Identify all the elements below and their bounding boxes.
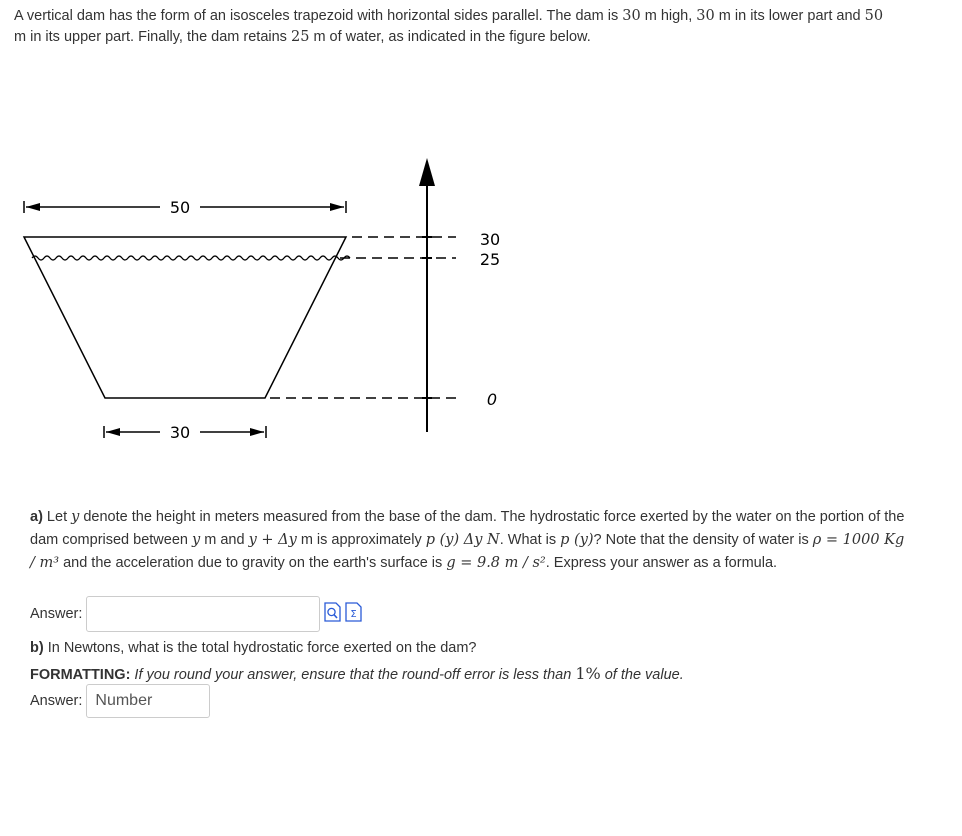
formatting-percent: 1%	[575, 664, 601, 683]
part-a-text: . What is	[499, 532, 561, 548]
answer-a-row	[30, 596, 362, 632]
water-label: 25	[479, 250, 501, 269]
water-surface-line	[32, 256, 350, 260]
math-gravity: g = 9.8 m / s²	[446, 555, 546, 571]
dam-trapezoid	[24, 237, 346, 398]
upper-width-value: 50	[864, 8, 884, 24]
preview-icon[interactable]	[324, 602, 341, 626]
intro-text: m in its upper part. Finally, the dam retains	[14, 29, 291, 45]
lower-width-value: 30	[696, 8, 715, 24]
part-a-text: ? Note that the density of water is	[593, 532, 813, 548]
part-b-prefix: b)	[30, 640, 44, 656]
part-a-text: m is approximately	[296, 532, 426, 548]
math-force-expression: p (y) Δy N	[425, 532, 500, 548]
water-depth-value: 25	[290, 29, 310, 45]
part-a-question	[30, 506, 910, 575]
formatting-label: FORMATTING:	[30, 667, 131, 683]
part-a-text: and the acceleration due to gravity on the earth's surface is	[59, 555, 447, 571]
answer-b-input[interactable]: Number	[86, 684, 210, 718]
math-y: y	[71, 509, 80, 525]
top-width-label: 50	[169, 198, 191, 217]
dam-diagram	[0, 150, 520, 450]
height-axis	[419, 158, 435, 432]
formatting-note	[30, 664, 684, 683]
svg-text:Σ: Σ	[350, 609, 358, 620]
top-width-dimension	[24, 198, 346, 217]
answer-b-row	[30, 684, 210, 718]
answer-b-label: Answer:	[30, 693, 83, 709]
bottom-width-label: 30	[169, 423, 191, 442]
intro-text: A vertical dam has the form of an isosceles trapezoid with horizontal sides parallel. The dam is	[14, 8, 623, 24]
part-a-prefix: a)	[30, 509, 43, 525]
intro-text: m high,	[640, 8, 697, 24]
problem-intro	[14, 6, 894, 48]
zero-label: 0	[486, 390, 498, 409]
dam-height-value: 30	[622, 8, 641, 24]
height-label: 30	[479, 230, 501, 249]
formatting-text: If you round your answer, ensure that the round-off error is less than	[130, 667, 576, 683]
part-a-text: denote the height in meters measured from the base of the dam. The hydrostatic force exerted by the water on the portion of the dam comprised between	[30, 509, 905, 548]
math-density: ρ = 1000 Kg / m³	[30, 532, 905, 571]
part-a-text: m and	[200, 532, 249, 548]
formatting-text: of the value.	[600, 667, 684, 683]
answer-a-input[interactable]	[86, 596, 320, 632]
math-p-of-y: p (y)	[560, 532, 594, 548]
part-b-question	[30, 640, 477, 656]
bottom-width-dimension	[104, 423, 266, 442]
answer-a-label: Answer:	[30, 606, 83, 622]
part-b-text: In Newtons, what is the total hydrostatic force exerted on the dam?	[43, 640, 477, 656]
intro-text: m in its lower part and	[714, 8, 865, 24]
math-y: y	[192, 532, 201, 548]
math-y-plus-dy: y + Δy	[248, 532, 297, 548]
part-a-text: . Express your answer as a formula.	[545, 555, 778, 571]
part-a-text: Let	[42, 509, 72, 525]
intro-text: m of water, as indicated in the figure below.	[309, 29, 591, 45]
equation-editor-icon[interactable]	[345, 602, 362, 626]
